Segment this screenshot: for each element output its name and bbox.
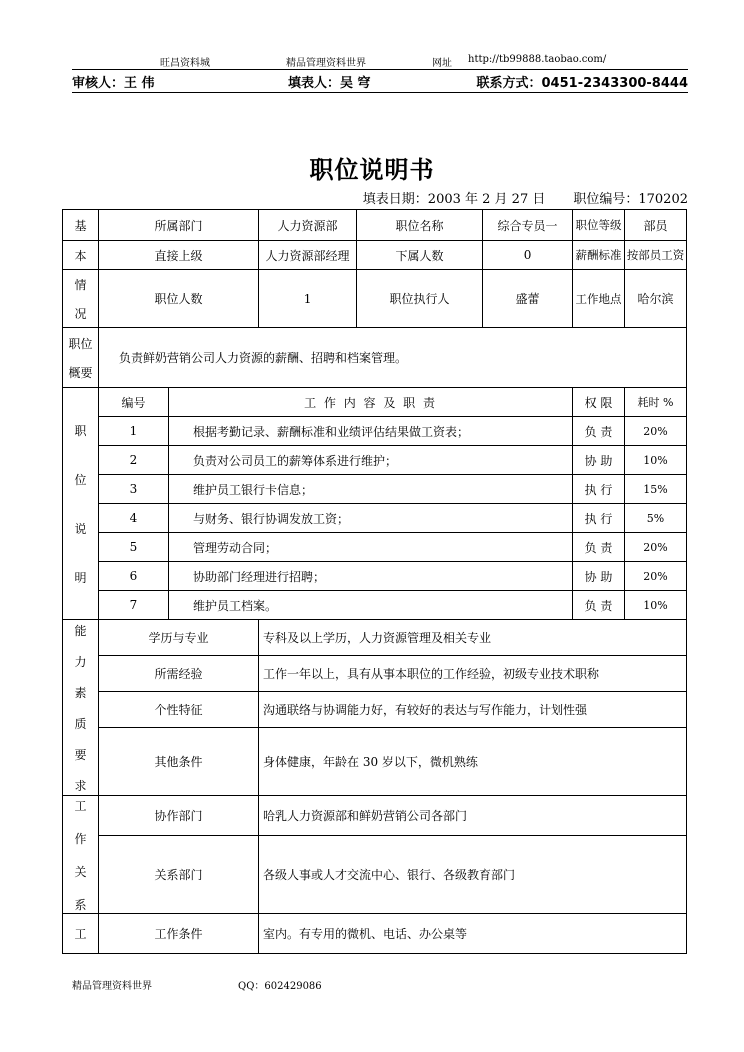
footer-qq: QQ：602429086: [238, 981, 322, 992]
duties-label-char: 职: [74, 423, 87, 438]
duty-content: 协助部门经理进行招聘；: [169, 562, 573, 591]
shop-name: 旺昌资料城: [160, 58, 210, 69]
duty-authority: 负 责: [573, 533, 625, 562]
dept-value: 人力资源部: [259, 210, 357, 241]
conditions-section-label: 工: [63, 914, 99, 954]
basic-label-char: 况: [74, 306, 87, 321]
duty-time: 20%: [625, 533, 687, 562]
basic-label-1: 基: [63, 210, 99, 241]
req-label: 所需经验: [99, 656, 259, 692]
req-label: 学历与专业: [99, 620, 259, 656]
duty-no: 1: [99, 417, 169, 446]
footer: [72, 977, 322, 992]
duty-authority: 协 助: [573, 562, 625, 591]
salary-value: 按部员工资: [625, 241, 687, 270]
duties-label-char: 说: [74, 521, 87, 536]
duty-content: 负责对公司员工的薪筹体系进行维护；: [169, 446, 573, 475]
req-label-char: 要: [74, 747, 87, 762]
req-label-char: 求: [74, 778, 87, 793]
req-label: 其他条件: [99, 728, 259, 796]
superior-label: 直接上级: [99, 241, 259, 270]
duties-no-header: 编号: [99, 388, 169, 417]
duties-content-header: 工 作 内 容 及 职 责: [169, 388, 573, 417]
relations-section-label: [63, 796, 99, 914]
dept-label: 所属部门: [99, 210, 259, 241]
duty-time: 5%: [625, 504, 687, 533]
site-name: 精品管理资料世界: [286, 58, 366, 69]
summary-label: [63, 328, 99, 388]
duty-no: 3: [99, 475, 169, 504]
duty-no: 5: [99, 533, 169, 562]
duties-authority-header: 权 限: [573, 388, 625, 417]
duty-content: 管理劳动合同；: [169, 533, 573, 562]
rel-value: 哈乳人力资源部和鲜奶营销公司各部门: [259, 796, 687, 836]
duty-content: 与财务、银行协调发放工资；: [169, 504, 573, 533]
req-value: 身体健康，年龄在 30 岁以下，微机熟练: [259, 728, 687, 796]
duty-time: 20%: [625, 417, 687, 446]
executor-value: 盛蕾: [483, 270, 573, 328]
req-label-char: 力: [74, 654, 87, 669]
fill-date: 填表日期：2003 年 2 月 27 日: [362, 192, 546, 207]
duty-content: 维护员工档案。: [169, 591, 573, 620]
url-link[interactable]: http://tb99888.taobao.com/: [468, 54, 607, 65]
basic-label-2: 本: [63, 241, 99, 270]
duty-time: 15%: [625, 475, 687, 504]
superior-value: 人力资源部经理: [259, 241, 357, 270]
position-number: 职位编号：170202: [573, 192, 688, 207]
req-label: 个性特征: [99, 692, 259, 728]
rel-label-char: 系: [74, 897, 87, 912]
duty-authority: 执 行: [573, 504, 625, 533]
duties-time-header: 耗时 %: [625, 388, 687, 417]
req-label-char: 能: [74, 623, 87, 638]
duty-no: 4: [99, 504, 169, 533]
subordinates-label: 下属人数: [357, 241, 483, 270]
page-title: 职位说明书: [309, 156, 435, 184]
pos-name-label: 职位名称: [357, 210, 483, 241]
basic-label-char: 情: [74, 277, 87, 292]
duty-no: 6: [99, 562, 169, 591]
duties-label-char: 位: [74, 472, 87, 487]
rel-label-char: 关: [74, 864, 87, 879]
duty-time: 10%: [625, 446, 687, 475]
meta-line: [72, 72, 688, 90]
meta-rule: [72, 92, 688, 93]
rel-label-char: 作: [74, 831, 87, 846]
conditions-value: 室内。有专用的微机、电话、办公桌等: [259, 914, 687, 954]
duty-time: 10%: [625, 591, 687, 620]
rel-label-char: 工: [74, 798, 87, 813]
summary-label-line: 职位: [68, 336, 93, 351]
subordinates-value: 0: [483, 241, 573, 270]
duty-authority: 执 行: [573, 475, 625, 504]
requirements-section-label: [63, 620, 99, 796]
conditions-label: 工作条件: [99, 914, 259, 954]
location-value: 哈尔滨: [625, 270, 687, 328]
url-label: 网址: [432, 58, 452, 69]
contact: 联系方式：0451-2343300-8444: [476, 76, 688, 91]
rel-value: 各级人事或人才交流中心、银行、各级教育部门: [259, 836, 687, 914]
header-bar: [72, 54, 688, 68]
req-label-char: 质: [74, 716, 87, 731]
duty-authority: 负 责: [573, 591, 625, 620]
basic-label-3: [63, 270, 99, 328]
duties-label-char: 明: [74, 570, 87, 585]
headcount-value: 1: [259, 270, 357, 328]
salary-label: 薪酬标准: [573, 241, 625, 270]
location-label: 工作地点: [573, 270, 625, 328]
rel-label: 关系部门: [99, 836, 259, 914]
executor-label: 职位执行人: [357, 270, 483, 328]
level-label: 职位等级: [573, 210, 625, 241]
summary-label-line: 概要: [68, 365, 93, 380]
summary-text: 负责鲜奶营销公司人力资源的薪酬、招聘和档案管理。: [99, 328, 687, 388]
duty-no: 2: [99, 446, 169, 475]
filler: 填表人：吴 穹: [288, 76, 371, 91]
headcount-label: 职位人数: [99, 270, 259, 328]
duty-authority: 协 助: [573, 446, 625, 475]
req-label-char: 素: [74, 685, 87, 700]
header-rule: [72, 69, 688, 70]
req-value: 沟通联络与协调能力好，有较好的表达与写作能力，计划性强: [259, 692, 687, 728]
req-value: 专科及以上学历，人力资源管理及相关专业: [259, 620, 687, 656]
duties-section-label: [63, 388, 99, 620]
rel-label: 协作部门: [99, 796, 259, 836]
job-description-table: [62, 209, 687, 954]
fill-info: [363, 188, 688, 207]
pos-name-value: 综合专员一: [483, 210, 573, 241]
footer-site: 精品管理资料世界: [72, 981, 152, 992]
duty-authority: 负 责: [573, 417, 625, 446]
duty-time: 20%: [625, 562, 687, 591]
duty-content: 维护员工银行卡信息；: [169, 475, 573, 504]
req-value: 工作一年以上，具有从事本职位的工作经验，初级专业技术职称: [259, 656, 687, 692]
reviewer: 审核人：王 伟: [72, 76, 155, 91]
duty-content: 根据考勤记录、薪酬标准和业绩评估结果做工资表；: [169, 417, 573, 446]
duty-no: 7: [99, 591, 169, 620]
level-value: 部员: [625, 210, 687, 241]
